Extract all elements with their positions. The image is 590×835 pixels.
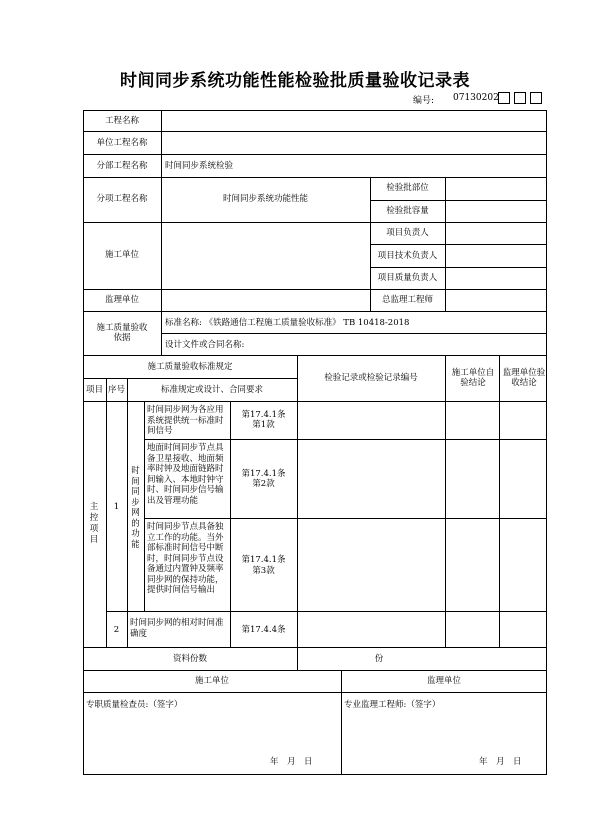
project-name-field[interactable] [166, 113, 544, 131]
chief-supervisor-field[interactable] [448, 292, 544, 310]
inspector-date[interactable]: 年 月 日 [270, 757, 313, 767]
clause-row-2b: 第2款 [252, 479, 275, 489]
basis-label-line1: 施工质量验收 [96, 323, 148, 333]
quality-lead-field[interactable] [448, 270, 544, 288]
unit-project-label: 单位工程名称 [96, 138, 148, 148]
item-col-header: 项目 [85, 385, 103, 395]
req-row-1: 时间同步网为各应用系统提供统一标准时间信号 [147, 405, 224, 436]
batch-capacity-label: 检验批容量 [386, 206, 429, 216]
division-label: 分部工程名称 [96, 161, 148, 171]
seq-2: 2 [113, 625, 120, 635]
spec-header: 施工质量验收标准规定 [147, 362, 233, 372]
record-field-1[interactable] [300, 403, 442, 437]
subdivision-label: 分项工程名称 [96, 194, 148, 204]
clause-row-1a: 第17.4.1条 [241, 410, 286, 420]
group-function-label: 时间同步网的功能 [131, 466, 140, 550]
req-row-4: 时间同步网的相对时间准确度 [130, 618, 224, 639]
form-code [413, 93, 499, 106]
division-value: 时间同步系统检验 [165, 161, 234, 171]
inspector-signature[interactable]: 专职质量检查员:（签字） [86, 700, 183, 710]
supervision-unit-label: 监理单位 [104, 295, 139, 305]
sup-result-header: 监理单位验收结论 [502, 368, 546, 388]
clause-row-2a: 第17.4.1条 [241, 469, 286, 479]
code-value: 07130202 [453, 93, 499, 103]
code-box-2[interactable] [514, 92, 526, 104]
project-name-label: 工程名称 [104, 116, 139, 126]
form-title: 时间同步系统功能性能检验批质量验收记录表 [120, 71, 470, 91]
req-row-3: 时间同步节点具备独立工作的功能。当外部标准时间信号中断时，时间同步节点设备通过内置钟及频率同步网的保持功能，提供时间信号输出 [147, 522, 224, 595]
design-doc-name[interactable]: 设计文件或合同名称: [165, 340, 245, 350]
code-label: 编号: [413, 96, 435, 106]
chief-supervisor-label: 总监理工程师 [381, 295, 433, 305]
supervisor-signature[interactable]: 专业监理工程师:（签字） [344, 700, 441, 710]
quality-lead-label: 项目质量负责人 [377, 273, 438, 283]
project-lead-label: 项目负责人 [386, 228, 429, 238]
subdivision-value: 时间同步系统功能性能 [222, 194, 308, 204]
record-field-4[interactable] [300, 613, 442, 645]
record-header: 检验记录或检验记录编号 [324, 373, 418, 383]
supervision-unit-field[interactable] [166, 292, 366, 310]
const-result-field[interactable] [448, 403, 496, 645]
tech-lead-field[interactable] [448, 247, 544, 265]
code-box-1[interactable] [498, 92, 510, 104]
batch-part-field[interactable] [448, 180, 544, 198]
project-lead-field[interactable] [448, 225, 544, 243]
supervisor-date[interactable]: 年 月 日 [479, 757, 522, 767]
basis-label-line2: 依据 [113, 333, 131, 343]
construction-unit-field[interactable] [166, 225, 366, 287]
data-count-label: 资料份数 [172, 654, 207, 664]
record-field-3[interactable] [300, 520, 442, 609]
code-box-3[interactable] [530, 92, 542, 104]
batch-part-label: 检验批部位 [386, 183, 429, 193]
clause-row-1b: 第1款 [252, 420, 275, 430]
tech-lead-label: 项目技术负责人 [377, 251, 438, 261]
const-result-header: 施工单位自验结论 [451, 368, 495, 388]
seq-col-header: 序号 [107, 385, 125, 395]
clause-row-3b: 第3款 [252, 566, 275, 576]
clause-row-4: 第17.4.4条 [241, 625, 286, 635]
sup-result-field[interactable] [502, 403, 544, 645]
footer-construction-unit: 施工单位 [194, 676, 229, 686]
batch-capacity-field[interactable] [448, 203, 544, 221]
unit-project-field[interactable] [166, 135, 544, 153]
req-row-2: 地面时间同步节点具备卫星接收、地面频率时钟及地面链路时间输入、本地时钟守时、时间同步信号输出及管理功能 [147, 443, 224, 506]
seq-1: 1 [113, 502, 120, 512]
clause-row-3a: 第17.4.1条 [241, 555, 286, 565]
standard-name: 标准名称: 《铁路通信工程施工质量验收标准》 TB 10418-2018 [165, 318, 410, 328]
req-col-header: 标准规定或设计、合同要求 [160, 385, 263, 395]
footer-supervision-unit: 监理单位 [426, 676, 461, 686]
main-control-label: 主控项目 [89, 502, 99, 545]
copies-unit: 份 [374, 654, 384, 664]
record-field-2[interactable] [300, 441, 442, 516]
construction-unit-label: 施工单位 [104, 250, 139, 260]
